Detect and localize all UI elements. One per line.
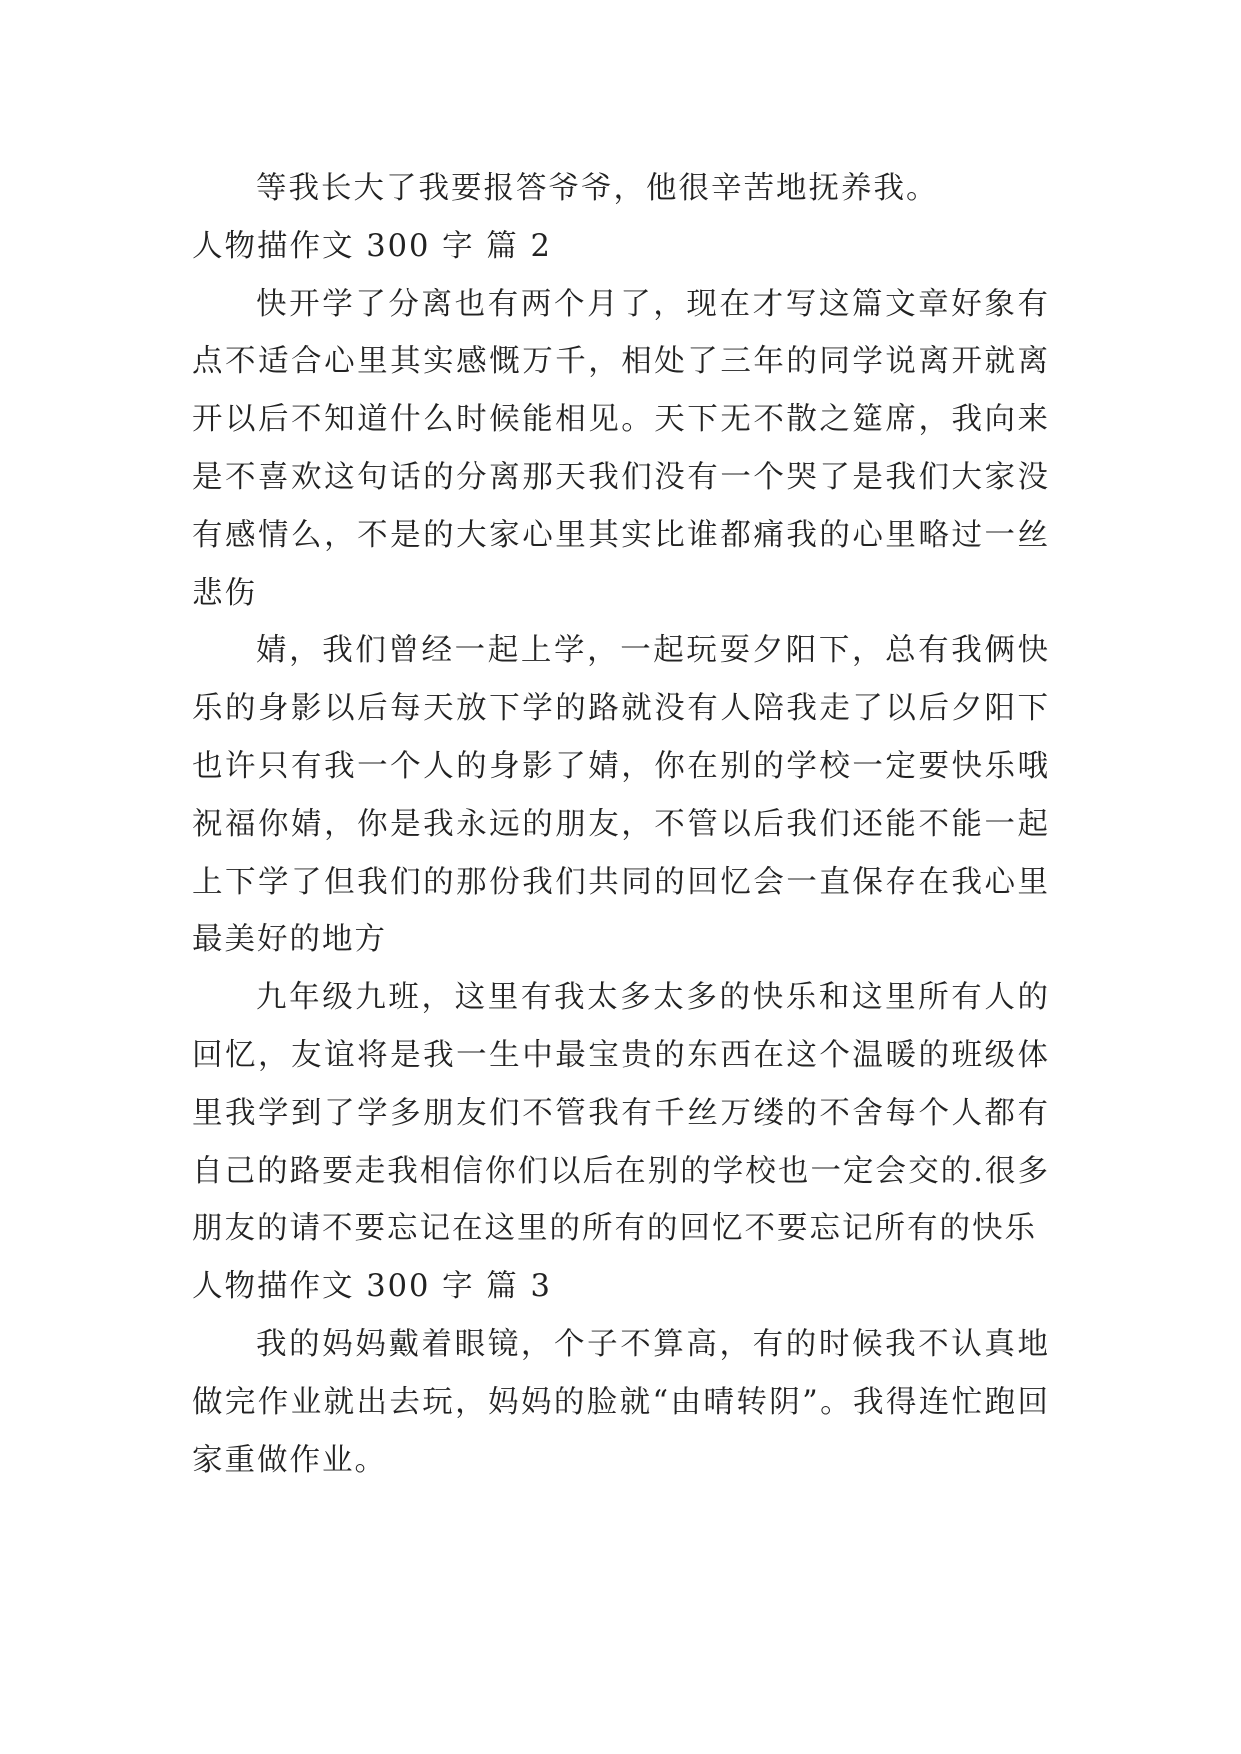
- section-heading: 人物描作文 300 字 篇 2: [192, 228, 552, 264]
- paragraph: 等我长大了我要报答爷爷，他很辛苦地抚养我。: [256, 171, 939, 206]
- document-body: [192, 160, 1050, 1489]
- paragraph: 我的妈妈戴着眼镜，个子不算高，有的时候我不认真地做完作业就出去玩，妈妈的脸就“由晴转阴”。我得连忙跑回家重做作业。: [192, 1326, 1050, 1478]
- paragraph: 九年级九班，这里有我太多太多的快乐和这里所有人的回忆，友谊将是我一生中最宝贵的东西在这个温暖的班级体里我学到了学多朋友们不管我有千丝万缕的不舍每个人都有自己的路要走我相信你们以后在别的学校也一定会交的.很多朋友的请不要忘记在这里的所有的回忆不要忘记所有的快乐: [192, 980, 1050, 1247]
- paragraph: 婧，我们曾经一起上学，一起玩耍夕阳下，总有我俩快乐的身影以后每天放下学的路就没有人陪我走了以后夕阳下也许只有我一个人的身影了婧，你在别的学校一定要快乐哦祝福你婧，你是我永远的朋友，不管以后我们还能不能一起上下学了但我们的那份我们共同的回忆会一直保存在我心里最美好的地方: [192, 633, 1050, 958]
- paragraph: 快开学了分离也有两个月了，现在才写这篇文章好象有点不适合心里其实感慨万千，相处了三年的同学说离开就离开以后不知道什么时候能相见。天下无不散之筵席，我向来是不喜欢这句话的分离那天我们没有一个哭了是我们大家没有感情么，不是的大家心里其实比谁都痛我的心里略过一丝悲伤: [192, 286, 1050, 611]
- section-heading: 人物描作文 300 字 篇 3: [192, 1269, 552, 1305]
